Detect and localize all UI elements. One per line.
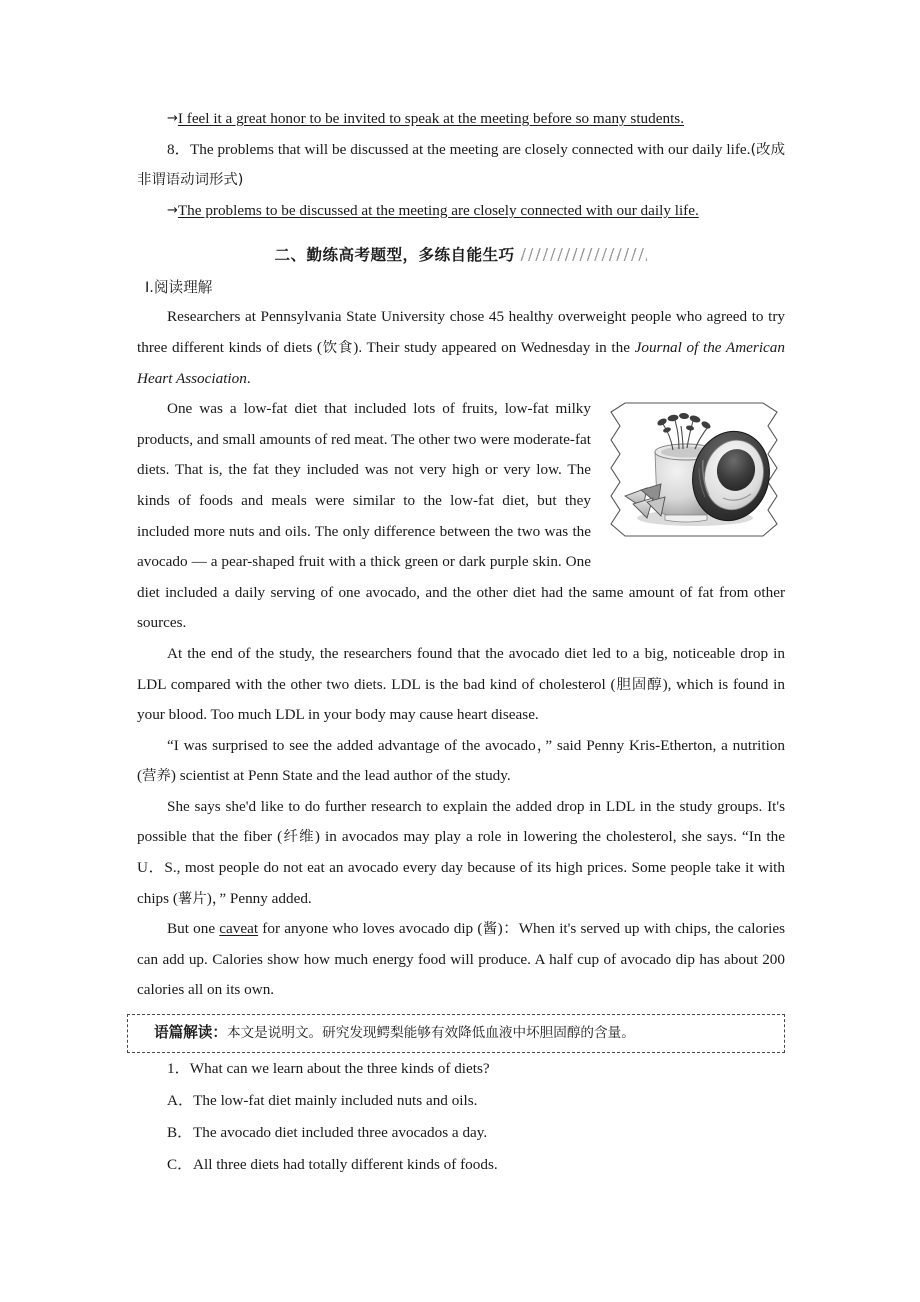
exercise-8-number: 8． [167, 140, 190, 158]
section-heading [137, 242, 785, 268]
passage-paragraph-5 [137, 792, 785, 914]
passage-paragraph-1 [137, 302, 785, 394]
p6-word-caveat: caveat [219, 920, 259, 938]
choice-b-text: The avocado diet included three avocados a day. [193, 1124, 488, 1142]
exercise-8-stem [137, 135, 785, 196]
section-heading-inner [275, 242, 648, 269]
exercise-8-note: (改成非谓语动词形式) [137, 141, 785, 189]
exercise-7-answer-line [137, 104, 785, 135]
p1-gloss-diet: 饮食 [321, 339, 354, 356]
subsection-heading: Ⅰ.阅读理解 [145, 279, 213, 297]
passage-paragraph-4 [137, 731, 785, 792]
p6-gloss-dip: 酱 [482, 921, 498, 938]
passage-analysis-box [127, 1014, 785, 1053]
passage-paragraph-2: One was a low-fat diet that included lots of fruits, low-fat milky products, and small amounts of red meat. The other two were moderate-fat diets. That is, the fat they included was not very high or very low. The kinds of foods and meals were similar to the low-fat diet, but they included more nuts and oils. The only difference between the two was the avocado — a pear-shaped fruit with a thick green or dark purple skin. One diet included a daily serving of one avocado, and the other diet had the same amount of fat from other sources. [137, 400, 785, 632]
avocado-illustration [603, 400, 785, 546]
p4-gloss-nutrition: 营养 [142, 768, 171, 785]
analysis-text: 本文是说明文。研究发现鳄梨能够有效降低血液中坏胆固醇的含量。 [226, 1025, 635, 1042]
choice-c-text: All three diets had totally different kinds of foods. [193, 1156, 498, 1174]
p4-text-b: ) scientist at Penn State and the lead author of the study. [170, 767, 511, 785]
arrow-icon: → [167, 202, 178, 218]
exercise-8-answer-line [137, 196, 785, 227]
question-1-text: What can we learn about the three kinds of diets? [189, 1060, 490, 1078]
p1-text-c: . [246, 369, 251, 387]
p3-text-b: ), which is found in your blood. Too much LDL in your body may cause heart disease. [137, 675, 785, 724]
hatch-decoration-icon [519, 248, 647, 261]
p5-text-a: She says she'd like to do further research to explain the added drop in LDL in the study groups. It's possible that the fiber ( [137, 797, 785, 846]
p3-gloss-cholesterol: 胆固醇 [615, 676, 663, 693]
choice-a-text: The low-fat diet mainly included nuts and oils. [193, 1092, 478, 1110]
question-1-number: 1． [167, 1060, 190, 1078]
choice-a-letter: A． [167, 1092, 194, 1110]
exercise-8-answer-text: The problems to be discussed at the meeting are closely connected with our daily life. [177, 201, 699, 219]
page-content [137, 104, 785, 1181]
choice-c-letter: C． [167, 1156, 193, 1174]
question-1-stem [137, 1053, 785, 1085]
section-heading-text: 二、勤练高考题型，多练自能生巧 [274, 246, 515, 265]
passage-paragraph-3 [137, 639, 785, 731]
question-1-choice-c[interactable] [137, 1149, 785, 1181]
p5-text-b: ) in avocados may play a role in lowering the cholesterol, she says. “In the U．S., most people do not eat an avocado every day because of its high prices. Some people take it with chips ( [137, 828, 785, 907]
p1-text-b: ). Their study appeared on Wednesday in the [353, 338, 635, 356]
passage-paragraph-6 [137, 914, 785, 1006]
p1-text-a: Researchers at Pennsylvania State University chose 45 healthy overweight people who agreed to try three different kinds of diets ( [137, 308, 785, 356]
choice-b-letter: B． [167, 1124, 193, 1142]
p3-text-a: At the end of the study, the researchers found that the avocado diet led to a big, noticeable drop in LDL compared with the other two diets. LDL is the bad kind of cholesterol ( [137, 644, 785, 693]
analysis-label: 语篇解读： [154, 1024, 227, 1042]
p5-gloss-fiber: 纤维 [282, 829, 315, 846]
arrow-icon: → [167, 111, 178, 126]
exercise-7-answer-text: I feel it a great honor to be invited to speak at the meeting before so many students. [177, 110, 685, 127]
p5-gloss-chips: 薯片 [177, 890, 207, 907]
p5-text-c: )，” Penny added. [206, 889, 312, 907]
p1-journal-title: Journal of the American Heart Association [137, 338, 785, 387]
p6-text-a: But one [167, 920, 220, 938]
question-1-choice-b[interactable] [137, 1117, 785, 1149]
exercise-8-sentence: The problems that will be discussed at the meeting are closely connected with our daily life. [189, 140, 751, 158]
p4-text-a: “I was surprised to see the added advantage of the avocado，” said Penny Kris-Etherton, a nutrition ( [137, 736, 785, 785]
question-1-choice-a[interactable] [137, 1085, 785, 1117]
p6-text-c: )：When it's served up with chips, the calories can add up. Calories show how much energy food will produce. A half cup of avocado dip has about 200 calories all on its own. [137, 920, 785, 999]
p6-text-b: for anyone who loves avocado dip ( [258, 920, 483, 938]
